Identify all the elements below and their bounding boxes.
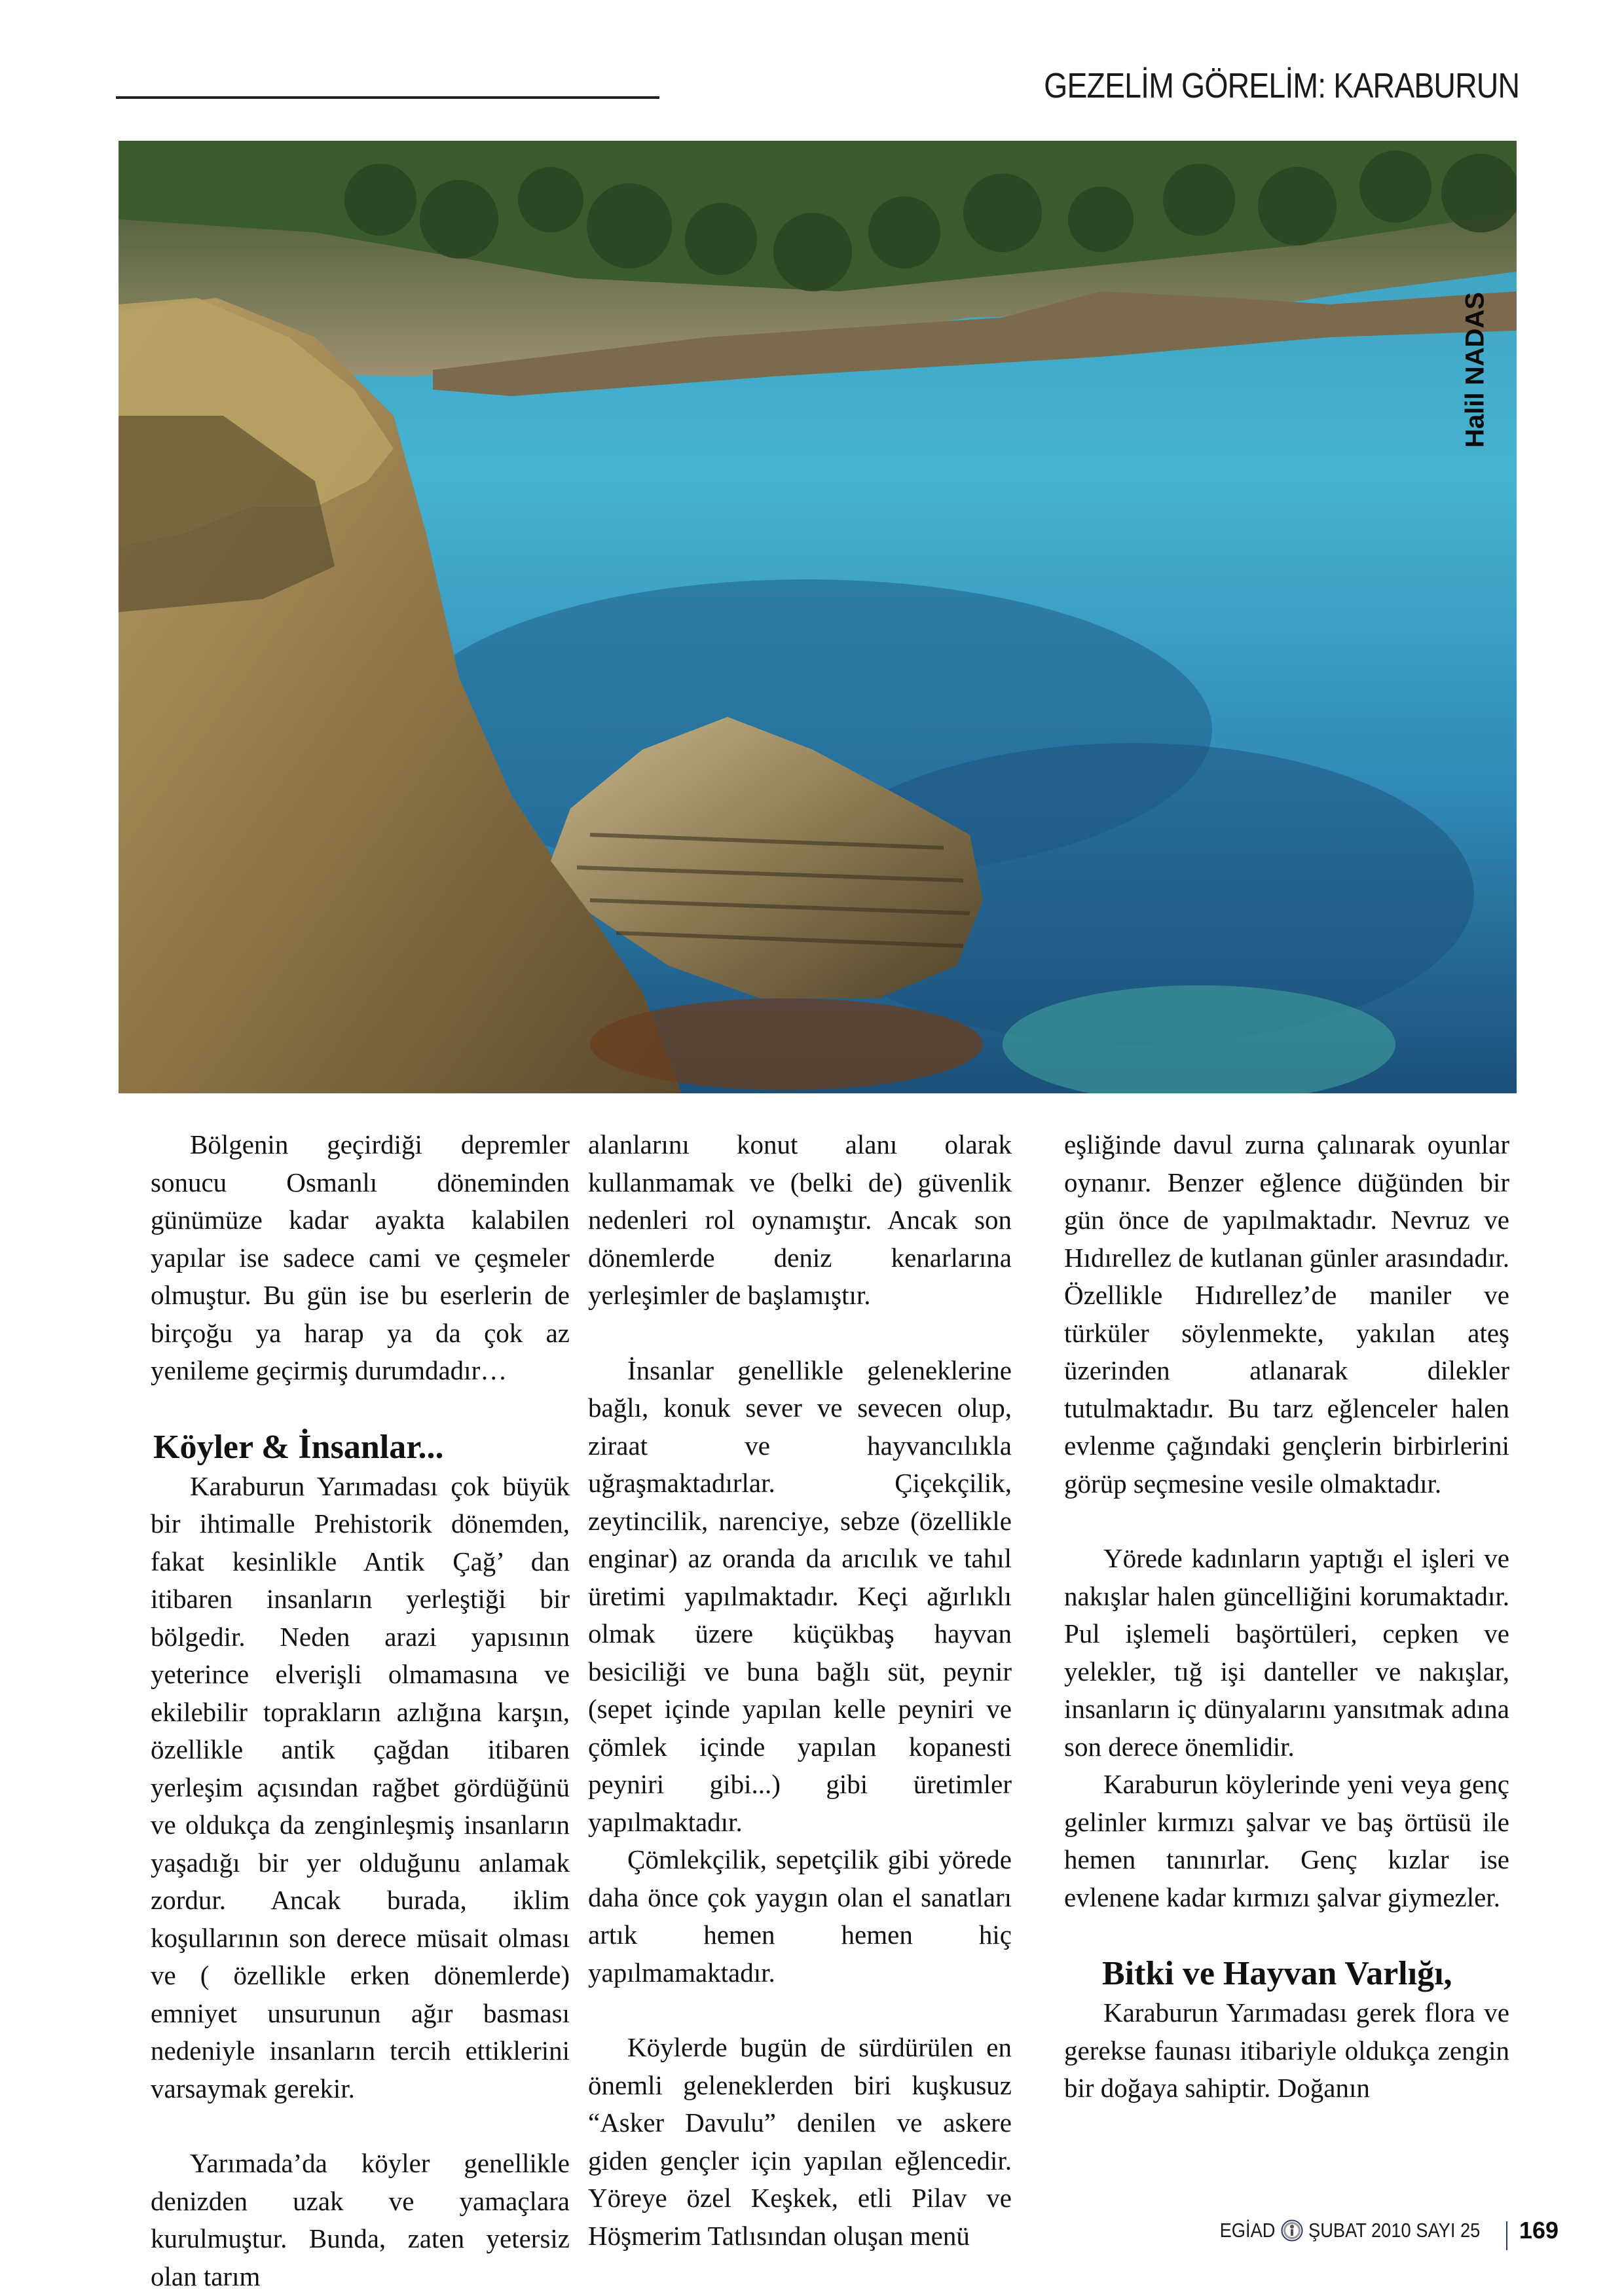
section-heading-bitki: Bitki ve Hayvan Varlığı, xyxy=(1102,1955,1452,1992)
paragraph: Köylerde bugün de sürdürülen en önemli geleneklerden biri kuşkusuz “Asker Davulu” denilen ve askere giden gençler için yapılan eğlencedir. Yöreye özel Keşkek, etli Pilav ve Höşmerim Tatlısından oluşan menü xyxy=(588,2032,1012,2251)
egiad-logo-icon xyxy=(1281,2219,1303,2242)
page-number: 169 xyxy=(1519,2217,1559,2244)
paragraph: eşliğinde davul zurna çalınarak oyunlar oynanır. Benzer eğlence düğünden bir gün önce de yapılmaktadır. Nevruz ve Hıdırellez de kutlanan günler arasındadır. Özellikle Hıdırellez’de maniler ve türküler söylenmekte, yakılan ateş üzerinden atlanarak dilekler tutulmaktadır. Bu tarz eğlenceler halen evlenme çağındaki gençlerin birbirlerini görüp seçmesine vesile olmaktadır. xyxy=(1064,1129,1509,1499)
paragraph: İnsanlar genellikle geleneklerine bağlı, konuk sever ve sevecen olup, ziraat ve hayvancılıkla uğraşmaktadırlar. Çiçekçilik, zeytincilik, narenciye, sebze (özellikle enginar) az oranda da arıcılık ve tahıl üretimi yapılmaktadır. Keçi ağırlıklı olmak üzere küçükbaş hayvan besiciliği ve buna bağlı süt, peynir (sepet içinde yapılan kelle peyniri ve çömlek içinde yapılan kopanesti peyniri gibi...) gibi üretimler yapılmaktadır. xyxy=(588,1355,1012,1837)
seaweed xyxy=(590,998,983,1090)
header-rule xyxy=(116,96,659,99)
article-column-1 xyxy=(151,1126,570,2295)
page-footer xyxy=(1212,2216,1559,2245)
paragraph: Çömlekçilik, sepetçilik gibi yörede daha önce çok yaygın olan el sanatları artık hemen hemen hiç yapılmamaktadır. xyxy=(588,1844,1012,1988)
paragraph: Bölgenin geçirdiği depremler sonucu Osmanlı döneminden günümüze kadar ayakta kalabilen yapılar ise sadece cami ve çeşmeler olmuştur. Bu gün ise bu eserlerin de birçoğu ya harap ya da çok az yenileme geçirmiş durumdadır… xyxy=(151,1129,570,1385)
footer-brand: EGİAD xyxy=(1219,2219,1276,2242)
article-column-3 xyxy=(1064,1126,1509,2107)
article-column-2 xyxy=(588,1126,1012,2255)
paragraph: Karaburun Yarımadası çok büyük bir ihtimalle Prehistorik dönemden, fakat kesinlikle Antik Çağ’ dan itibaren insanların yerleştiği bir bölgedir. Neden arazi yapısının yeterince elverişli olmamasına ve ekilebilir toprakların azlığına karşın, özellikle antik çağdan itibaren yerleşim açısından rağbet gördüğünü ve oldukça da zenginleşmiş insanların yaşadığı bir yer olduğunu anlamak zordur. Ancak burada, iklim koşullarının son derece müsait olması ve ( özellikle erken dönemlerde) emniyet unsurunun ağır basması nedeniyle insanların tercih ettiklerini varsaymak gerekir. xyxy=(151,1470,570,2104)
coastline-photo-illustration xyxy=(119,141,1517,1093)
section-title: GEZELİM GÖRELİM: KARABURUN xyxy=(1044,66,1519,105)
paragraph: Yörede kadınların yaptığı el işleri ve nakışlar halen güncelliğini korumaktadır. Pul işlemeli başörtüleri, cepken ve yelekler, tığ işi danteller ve nakışlar, insanların iç dünyalarını yansıtmak adına son derece önemlidir. xyxy=(1064,1543,1509,1762)
photo-credit-text: Halil NADAS xyxy=(1460,292,1490,448)
paragraph: Karaburun Yarımadası gerek flora ve gerekse faunası itibariyle oldukça zengin bir doğaya sahiptir. Doğanın xyxy=(1064,1997,1509,2103)
paragraph: Yarımada’da köyler genellikle denizden uzak ve yamaçlara kurulmuştur. Bunda, zaten yetersiz olan tarım xyxy=(151,2148,570,2291)
paragraph: Karaburun köylerinde yeni veya genç gelinler kırmızı şalvar ve baş örtüsü ile hemen tanınırlar. Genç kızlar ise evlenene kadar kırmızı şalvar giymezler. xyxy=(1064,1769,1509,1912)
footer-separator xyxy=(1506,2221,1507,2250)
article-photo xyxy=(119,141,1517,1093)
paragraph: alanlarını konut alanı olarak kullanmamak ve (belki de) güvenlik nedenleri rol oynamıştır. Ancak son dönemlerde deniz kenarlarına yerleşimler de başlamıştır. xyxy=(588,1129,1012,1310)
footer-issue: ŞUBAT 2010 SAYI 25 xyxy=(1308,2219,1481,2242)
section-heading-koyler: Köyler & İnsanlar... xyxy=(153,1428,444,1466)
photo-credit xyxy=(1462,288,1488,452)
